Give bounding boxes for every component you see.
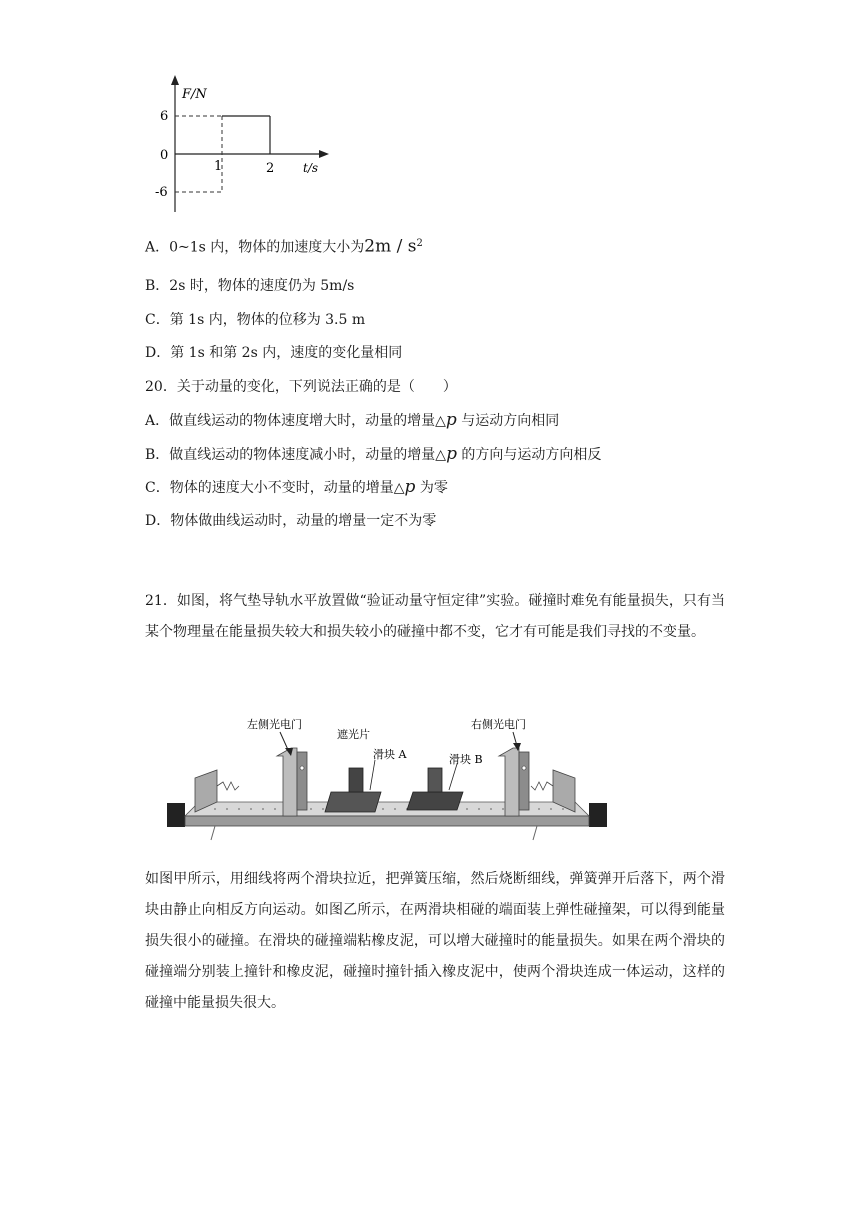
acceleration-formula: 2m / s [364, 236, 417, 257]
q20-a-var: p [445, 410, 457, 430]
tick-2: 2 [266, 161, 275, 176]
tick-1: 1 [214, 159, 223, 174]
q20-option-a [145, 410, 559, 431]
right-leg [533, 826, 537, 840]
left-spring [217, 782, 239, 790]
q20-b-pre: B．做直线运动的物体速度减小时，动量的增量△ [145, 447, 447, 463]
q20-b-var: p [446, 444, 457, 464]
tick-neg6: -6 [155, 185, 168, 200]
right-spring [531, 782, 553, 790]
q20-c-pre: C．物体的速度大小不变时，动量的增量△ [145, 480, 405, 496]
force-time-graph [155, 72, 345, 222]
left-end-block [167, 803, 185, 827]
tick-0: 0 [160, 148, 169, 163]
q19-option-c: C．第 1s 内，物体的位移为 3.5 m [145, 312, 366, 328]
q20-stem: 20．关于动量的变化，下列说法正确的是（ ） [145, 379, 457, 395]
x-axis-label: t/s [303, 161, 319, 175]
slider-b-pointer [449, 764, 457, 790]
track-front [185, 816, 589, 826]
slider-a-label: 滑块 A [373, 748, 407, 761]
q19-option-a-text: A．0~1s 内，物体的加速度大小为 [145, 239, 365, 256]
q20-option-d: D．物体做曲线运动时，动量的增量一定不为零 [145, 513, 437, 529]
q20-c-post: 为零 [415, 480, 448, 496]
q19-option-a [145, 234, 423, 258]
q20-option-b [145, 444, 601, 465]
slider-a [325, 792, 381, 812]
y-axis-label: F/N [182, 87, 207, 102]
tick-6: 6 [160, 109, 169, 124]
right-end-block [589, 803, 607, 827]
q21-body: 如图甲所示，用细线将两个滑块拉近，把弹簧压缩，然后烧断细线，弹簧弹开后落下，两个滑块由静止向相反方向运动。如图乙所示，在两滑块相碰的端面装上弹性碰撞架，可以得到能量损失很小的碰撞。在滑块的碰撞端粘橡皮泥，可以增大碰撞时的能量损失。如果在两个滑块的碰撞端分别装上撞针和橡皮泥，碰撞时撞针插入橡皮泥中，使两个滑块连成一体运动，这样的碰撞中能量损失很大。 [145, 871, 725, 1011]
left-leg [211, 826, 215, 840]
left-photogate-sensor [300, 766, 304, 770]
q20-c-var: p [404, 477, 416, 497]
q19-option-b: B．2s 时，物体的速度仍为 5m/s [145, 278, 355, 294]
q20-option-c [145, 477, 448, 498]
x-axis-arrow [319, 150, 329, 158]
q21-intro: 21．如图，将气垫导轨水平放置做“验证动量守恒定律”实验。碰撞时难免有能量损失，只有当某个物理量在能量损失较大和损失较小的碰撞中都不变，它才有可能是我们寻找的不变量。 [145, 593, 725, 640]
right-gate-label: 右侧光电门 [471, 718, 526, 731]
q20-a-pre: A．做直线运动的物体速度增大时，动量的增量△ [145, 413, 446, 429]
q20-b-post: 的方向与运动方向相反 [456, 447, 602, 463]
air-track-figure [165, 708, 615, 843]
right-photogate-sensor [522, 766, 526, 770]
slider-b [407, 792, 463, 810]
q20-a-post: 与运动方向相同 [456, 413, 560, 429]
formula-exponent: 2 [416, 238, 423, 249]
slider-a-pointer [370, 760, 375, 790]
left-gate-label: 左侧光电门 [247, 718, 302, 731]
shade-plate [349, 768, 363, 792]
slider-b-label: 滑块 B [449, 753, 483, 766]
left-photogate-arm [297, 752, 307, 810]
right-photogate-arm [519, 752, 529, 810]
q19-option-d: D．第 1s 和第 2s 内，速度的变化量相同 [145, 345, 403, 361]
slider-b-shade [428, 768, 442, 792]
y-axis-arrow [171, 75, 179, 85]
shade-label: 遮光片 [337, 728, 370, 741]
